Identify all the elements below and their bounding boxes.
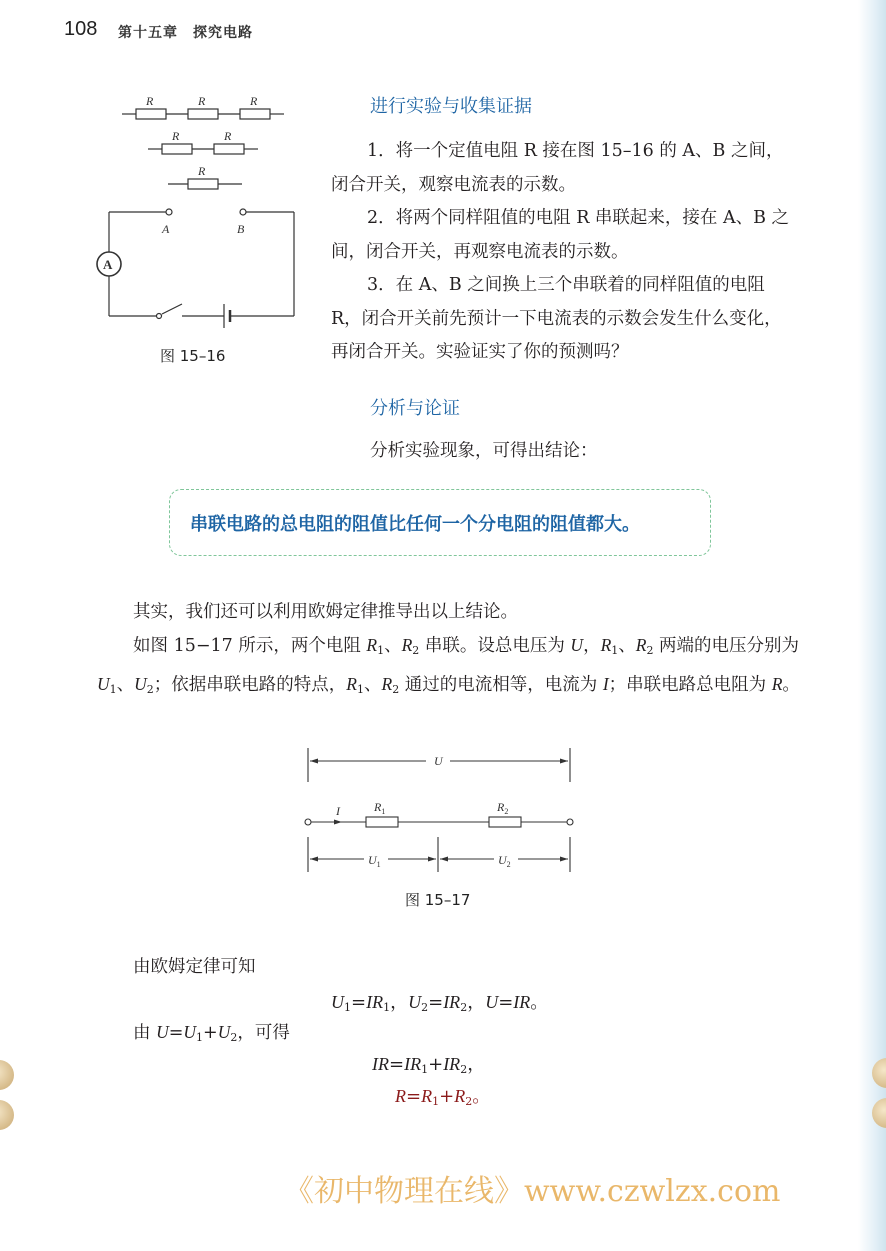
- section-heading-analysis: 分析与论证: [370, 398, 460, 419]
- voltage-label-u1: $U_1$: [368, 853, 381, 869]
- voltage-label-u: U: [434, 754, 443, 768]
- resistor-label: R: [146, 94, 154, 108]
- resistor-label-r1: $R_1$: [374, 800, 386, 816]
- conclusion-box: [169, 489, 711, 556]
- figure-15-17-circuit: [300, 740, 580, 880]
- page-number: 108: [64, 18, 98, 40]
- chapter-title: 第十五章 探究电路: [118, 24, 253, 40]
- derivation-step: 由 $U=U_1+U_2$，可得: [133, 1022, 290, 1044]
- step-2: 2．将两个同样阻值的电阻 R 串联起来，接在 A、B 之间，闭合开关，再观察电流表的示数。: [331, 208, 790, 262]
- resistor: [162, 144, 192, 154]
- equation-ohm-law: $U_1=IR_1$，$U_2=IR_2$，U=IR。: [331, 992, 549, 1014]
- ammeter-label: A: [103, 257, 113, 272]
- arrow-left-icon: [310, 759, 318, 764]
- edge-circle-decoration: [0, 1100, 14, 1130]
- resistor: [188, 179, 218, 189]
- analysis-intro: 分析实验现象，可得出结论：: [370, 441, 598, 461]
- resistor-r1: [366, 817, 398, 827]
- figure-15-16-circuit: [80, 88, 310, 333]
- equation-result: $R=R_1+R_2$。: [395, 1086, 491, 1108]
- resistor: [214, 144, 244, 154]
- voltage-label-u2: $U_2$: [498, 853, 511, 869]
- current-arrow-icon: [334, 820, 342, 825]
- arrow-left-icon: [310, 857, 318, 862]
- current-label-i: I: [336, 804, 340, 818]
- figure-15-16-caption: 图 15–16: [160, 347, 226, 365]
- step-3: 3．在 A、B 之间换上三个串联着的同样阻值的电阻 R，闭合开关前先预计一下电流表的示数会发生什么变化，再闭合开关。实验证实了你的预测吗？: [331, 275, 782, 362]
- body-paragraph-2: 如图 15−17 所示，两个电阻 $R_1$、$R_2$ 串联。设总电压为 U，$R_1$、$R_2$ 两端的电压分别为 $U_1$、$U_2$；依据串联电路的特点，$R_1$、$R_2$ 通过的电流相等，电流为 I；串联电路总电阻为 R。: [97, 635, 800, 696]
- resistor-label: R: [224, 129, 232, 143]
- body-paragraph-1: 其实，我们还可以利用欧姆定律推导出以上结论。: [133, 602, 518, 622]
- resistor-label-r2: $R_2$: [497, 800, 509, 816]
- resistor: [188, 109, 218, 119]
- resistor-label: R: [172, 129, 180, 143]
- conclusion-text: 串联电路的总电阻的阻值比任何一个分电阻的阻值都大。: [190, 514, 640, 535]
- terminal-label-a: A: [162, 222, 170, 236]
- step-1: 1．将一个定值电阻 R 接在图 15–16 的 A、B 之间，闭合开关，观察电流表的示数。: [331, 141, 784, 195]
- resistor-r2: [489, 817, 521, 827]
- resistor-label: R: [198, 94, 206, 108]
- resistor-label: R: [250, 94, 258, 108]
- derivation-intro: 由欧姆定律可知: [133, 957, 256, 977]
- figure-15-17-caption: 图 15–17: [405, 891, 471, 909]
- arrow-right-icon: [560, 759, 568, 764]
- arrow-right-icon: [560, 857, 568, 862]
- resistor: [136, 109, 166, 119]
- experiment-steps: [331, 135, 793, 370]
- section-heading-experiment: 进行实验与收集证据: [370, 96, 532, 117]
- arrow-left-icon: [440, 857, 448, 862]
- terminal-label-b: B: [237, 222, 245, 236]
- resistor-label: R: [198, 164, 206, 178]
- resistor: [240, 109, 270, 119]
- arrow-right-icon: [428, 857, 436, 862]
- site-watermark: 《初中物理在线》www.czwlzx.com: [284, 1174, 781, 1209]
- edge-circle-decoration: [0, 1060, 14, 1090]
- equation-sum: $IR=IR_1+IR_2$，: [372, 1054, 486, 1076]
